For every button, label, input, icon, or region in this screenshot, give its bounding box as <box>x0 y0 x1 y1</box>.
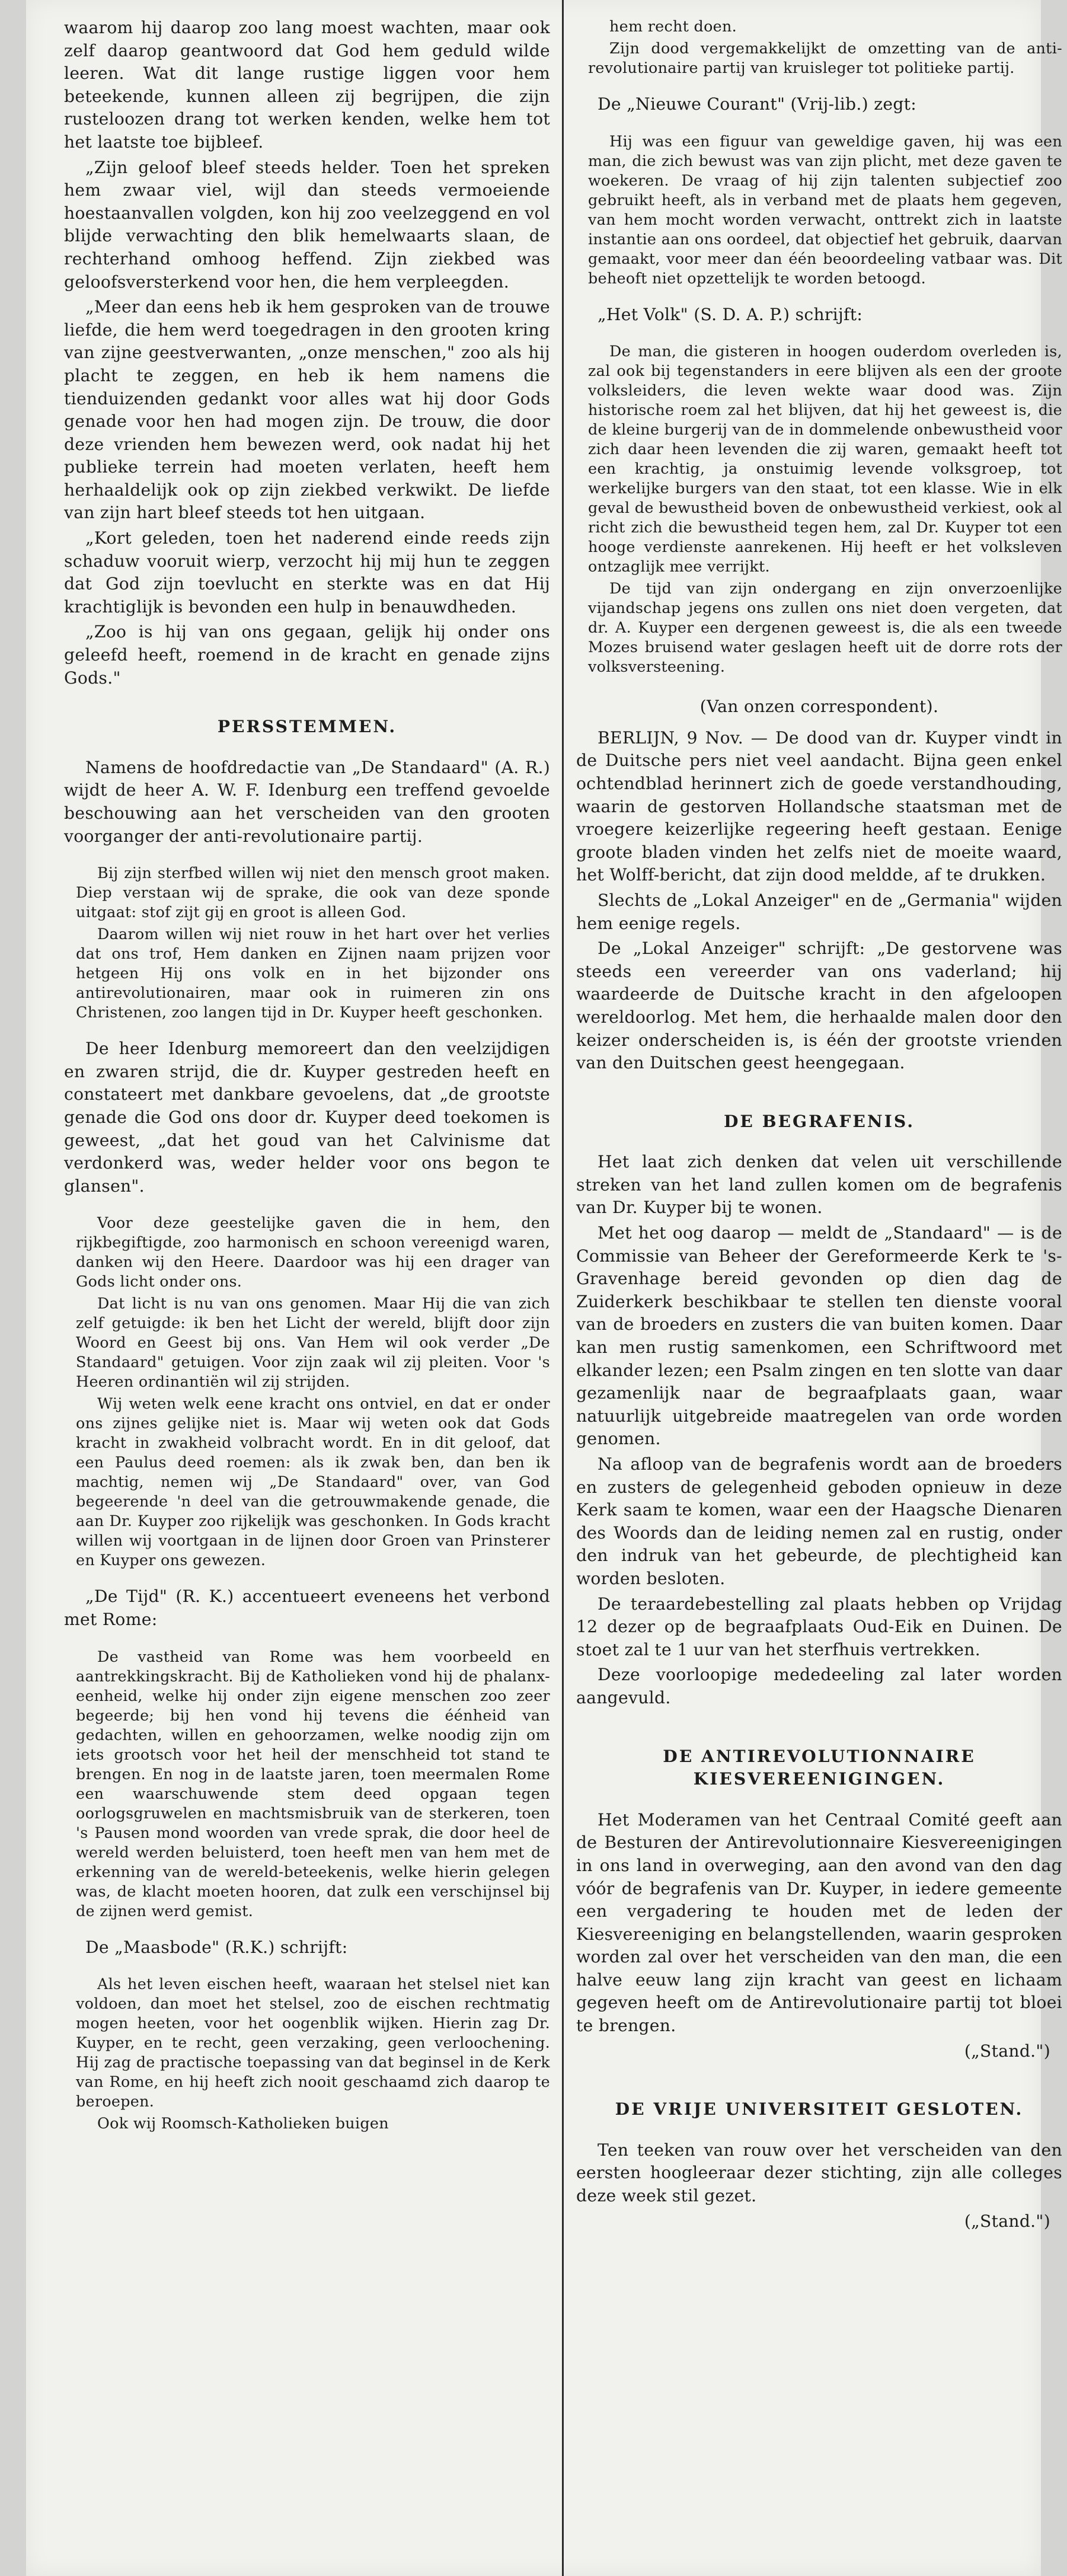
paragraph: De teraardebestelling zal plaats hebben op Vrijdag 12 dezer op de begraafplaats Oud-Eik en Duinen. De stoet zal te 1 uur van het sterfhuis vertrekken. <box>576 1594 1062 1659</box>
paragraph: Het Moderamen van het Centraal Comité geeft aan de Besturen der Antirevolutionnaire Kiesvereenigingen in ons land in overweging, aan den avond van den dag vóór de begrafenis van Dr. Kuyper, in iedere gemeente een vergadering te houden met de leden der Kiesvereeniging en belangstellenden, waarin gesproken worden zal over het verscheiden van den man, die een halve eeuw lang zijn kracht van geest en lichaam gegeven heeft om de Antirevolutionaire partij tot bloei te brengen. <box>576 1809 1062 2036</box>
left-column <box>64 17 550 2136</box>
quote-paragraph: De man, die gisteren in hoogen ouderdom overleden is, zal ook bij tegenstanders in eere blijven als een der groote volksleiders, die leven wekte waar dood was. Zijn historische roem zal het blijven, dat hij het geweest is, die de kleine burgerij van de in dommelende onbewustheid voor zich daar heen levenden die zij waren, gemaakt heeft tot een krachtig, ja onstuimig levende volksgroep, tot werkelijke burgers van den staat, tot een klasse. Wie in elk geval de bewustheid boven de onbewustheid verkiest, ook al richt zich die bewustheid tegen hem, zal Dr. Kuyper tot een hooge verdienste aanrekenen. Hij heeft er het volksleven ontzaglijk mee verrijkt. <box>588 342 1062 576</box>
quote-paragraph: Wij weten welk eene kracht ons ontviel, en dat er onder ons zijnes gelijke niet is. Maar wij weten ook dat Gods kracht in zwakheid volbracht wordt. En in dit geloof, dat een Paulus deed roemen: als ik zwak ben, dan ben ik machtig, nemen wij „De Standaard" over, van God begeerende 'n deel van die getrouwmakende genade, die aan Dr. Kuyper zoo rijkelijk was geschonken. In Gods kracht willen wij voortgaan in de lijnen door Groen van Prinsterer en Kuyper ons gewezen. <box>76 1394 550 1569</box>
quote-paragraph: hem recht doen. <box>609 17 737 35</box>
paragraph: De „Lokal Anzeiger" schrijft: „De gestorvene was steeds een vereerder van ons vaderland; hij waardeerde de Duitsche kracht in den afgeloopen wereldoorlog. Met hem, die herhaalde malen door den keizer onderscheiden is, is één der grootste vrienden van den Duitschen geest heengegaan. <box>576 939 1062 1073</box>
paragraph: De „Nieuwe Courant" (Vrij-lib.) zegt: <box>598 94 917 114</box>
quote-paragraph: De tijd van zijn ondergang en zijn onverzoenlijke vijandschap jegens ons zullen ons niet doen vergeten, dat dr. A. Kuyper een dergenen geweest is, die als een tweede Mozes bruisend water geslagen heeft uit de dorre rots der volksversteening. <box>588 579 1062 676</box>
paragraph: „Meer dan eens heb ik hem gesproken van de trouwe liefde, die hem werd toegedragen in den grooten kring van zijne geestverwanten, „onze menschen," zoo als hij placht te zeggen, en heb ik hem namens die tienduizenden gedankt voor alles wat hij door Gods genade voor hen had mogen zijn. De trouw, die door deze vrienden hem bewezen werd, ook nadat hij het publieke terrein had moeten verlaten, heeft hem herhaaldelijk ook op zijn ziekbed verkwikt. De liefde van zijn hart bleef steeds tot hen uitgaan. <box>64 297 550 523</box>
quote-paragraph: Als het leven eischen heeft, waaraan het stelsel niet kan voldoen, dan moet het stelsel, zoo de eischen rechtmatig mogen heeten, voor het oogenblik wijken. Hierin zag Dr. Kuyper, en te recht, geen verzaking, geen verloochening. Hij zag de practische toepassing van dat beginsel in de Kerk van Rome, en hij heeft zich nooit geschaamd zich daarop te beroepen. <box>76 1975 550 2111</box>
quote-paragraph: Daarom willen wij niet rouw in het hart over het verlies dat ons trof, Hem danken en Zijnen naam prijzen voor hetgeen Hij ons volk en in het bijzonder ons antirevolutionairen, maar ook in ruimeren zin ons Christenen, zoo langen tijd in Dr. Kuyper heeft geschonken. <box>76 925 550 1022</box>
paragraph: Het laat zich denken dat velen uit verschillende streken van het land zullen komen om de begrafenis van Dr. Kuyper bij te wonen. <box>576 1152 1062 1218</box>
section-heading-kiesvereenigingen: DE ANTIREVOLUTIONNAIRE KIESVEREENIGINGEN. <box>663 1746 976 1789</box>
paragraph: Met het oog daarop — meldt de „Standaard" — is de Commissie van Beheer der Gereformeerde Kerk te 's-Gravenhage bereid gevonden op dien dag de Zuiderkerk beschikbaar te stellen ten dienste vooral van de broeders en zusters die van buiten komen. Daar kan men rustig samenkomen, een Schriftwoord met elkander lezen; een Psalm zingen en ten slotte van daar gezamenlijk naar de begraafplaats gaan, waar natuurlijk uitgebreide maatregelen van orde worden genomen. <box>576 1223 1062 1449</box>
right-column <box>576 17 1062 2236</box>
paragraph: De heer Idenburg memoreert dan den veelzijdigen en zwaren strijd, die dr. Kuyper gestreden heeft en constateert met dankbare gevoelens, dat „de grootste genade die God ons door dr. Kuyper deed toekomen is geweest, „dat het goud van het Calvinisme dat verdonkerd was, weder helder voor ons begon te glansen". <box>64 1039 550 1196</box>
paragraph: „De Tijd" (R. K.) accentueert eveneens het verbond met Rome: <box>64 1587 550 1629</box>
quote-paragraph: Voor deze geestelijke gaven die in hem, den rijkbegiftigde, zoo harmonisch en schoon vereenigd waren, danken wij den Heere. Daardoor was hij een drager van Gods licht onder ons. <box>76 1214 550 1291</box>
paragraph: Ten teeken van rouw over het verscheiden van den eersten hoogleeraar dezer stichting, zijn alle colleges deze week stil gezet. <box>576 2140 1062 2206</box>
paragraph: waarom hij daarop zoo lang moest wachten, maar ook zelf daarop geantwoord dat God hem geduld wilde leeren. Wat dit lange rustige liggen voor hem beteekende, kunnen alleen zij begrijpen, die zijn rusteloozen drang tot werken kenden, welke hem tot het laatste toe bijbleef. <box>64 18 550 152</box>
section-heading-vrije-universiteit: DE VRIJE UNIVERSITEIT GESLOTEN. <box>615 2099 1024 2119</box>
section-heading-begrafenis: DE BEGRAFENIS. <box>723 1111 915 1131</box>
paragraph: BERLIJN, 9 Nov. — De dood van dr. Kuyper vindt in de Duitsche pers niet veel aandacht. Bijna geen enkel ochtendblad herinnert zich de goede verstandhouding, waarin de gestorven Hollandsche staatsman met de vroegere keizerlijke regeering heeft gestaan. Eenige groote bladen vinden het zelfs niet de moeite waard, het Wolff-bericht, dat zijn dood meldde, af te drukken. <box>576 727 1062 885</box>
paragraph: „Het Volk" (S. D. A. P.) schrijft: <box>598 304 863 324</box>
column-rule <box>562 0 564 2576</box>
quote-paragraph: Zijn dood vergemakkelijkt de omzetting van de anti-revolutionaire partij van kruisleger tot politieke partij. <box>588 39 1062 76</box>
quote-paragraph: Hij was een figuur van geweldige gaven, hij was een man, die zich bewust was van zijn plicht, met deze gaven te woekeren. De vraag of hij zijn talenten subjectief zoo gebruikt heeft, als in verband met de plaats hem gegeven, van hem mocht worden verwacht, onttrekt zich in laatste instantie aan ons oordeel, dat objectief het gebruik, daarvan gemaakt, voor meer dan één beoordeeling vatbaar was. Dit beheoft niet opzettelijk te worden betoogd. <box>588 132 1062 287</box>
section-heading-persstemmen: PERSSTEMMEN. <box>217 717 397 737</box>
correspondent-line: (Van onzen correspondent). <box>699 697 939 717</box>
paragraph: Slechts de „Lokal Anzeiger" en de „Germania" wijden hem eenige regels. <box>576 890 1062 933</box>
paragraph: Namens de hoofdredactie van „De Standaard" (A. R.) wijdt de heer A. W. F. Idenburg een treffend gevoelde beschouwing aan het verscheiden van den grooten voorganger der anti-revolutionaire partij. <box>64 757 550 846</box>
paragraph: „Kort geleden, toen het naderend einde reeds zijn schaduw vooruit wierp, verzocht hij mij hun te zeggen dat God zijn toevlucht en sterkte was en dat Hij krachtiglijk is bevonden een hulp in benauwdheden. <box>64 528 550 617</box>
newspaper-page <box>26 0 1062 2576</box>
paragraph: Deze voorloopige mededeeling zal later worden aangevuld. <box>576 1665 1062 1707</box>
source-note: („Stand.") <box>964 2041 1050 2061</box>
quote-paragraph: Ook wij Roomsch-Katholieken buigen <box>97 2114 389 2133</box>
paragraph: „Zoo is hij van ons gegaan, gelijk hij onder ons geleefd heeft, roemend in de kracht en genade zijns Gods." <box>64 622 550 688</box>
quote-paragraph: Dat licht is nu van ons genomen. Maar Hij die van zich zelf getuigde: ik ben het Licht der wereld, blijft door zijn Woord en Geest bij ons. Van Hem wil ook verder „De Standaard" getuigen. Voor zijn zaak wil zij pleiten. Voor 's Heeren ordinantiën wil zij strijden. <box>76 1294 550 1391</box>
quote-paragraph: De vastheid van Rome was hem voorbeeld en aantrekkingskracht. Bij de Katholieken vond hij de phalanx-eenheid, welke hij onder zijn eigene menschen zoo zeer begeerde; bij hen vond hij tevens die éénheid van gedachten, willen en gehoorzamen, welke noodig zijn om iets grootsch voor het heil der menschheid tot stand te brengen. En nog in de laatste jaren, toen meermalen Rome een waarschuwende stem deed opgaan tegen oorlogsgruwelen en machtsmisbruik van de sterkeren, toen 's Pausen mond woorden van vrede sprak, die door heel de wereld werden beluisterd, toen heeft men van hem met de erkenning van de wereld-beteekenis, welke hierin gelegen was, de klacht moeten hooren, dat zulk een verschijnsel bij de zijnen werd gemist. <box>76 1647 550 1920</box>
paragraph: De „Maasbode" (R.K.) schrijft: <box>85 1937 348 1957</box>
paragraph: Na afloop van de begrafenis wordt aan de broeders en zusters de gelegenheid geboden opnieuw in deze Kerk saam te komen, waar een der Haagsche Dienaren des Woords dan de leiding nemen zal en rustig, onder den indruk van het gebeurde, de plechtigheid kan worden besloten. <box>576 1454 1062 1588</box>
source-note: („Stand.") <box>964 2211 1050 2231</box>
quote-paragraph: Bij zijn sterfbed willen wij niet den mensch groot maken. Diep verstaan wij de sprake, die ook van deze sponde uitgaat: stof zijt gij en groot is alleen God. <box>76 864 550 921</box>
paragraph: „Zijn geloof bleef steeds helder. Toen het spreken hem zwaar viel, wijl dan steeds vermoeiende hoestaanvallen volgden, kon hij zoo veelzeggend en vol blijde verwachting den blik hemelwaarts slaan, de rechterhand omhoog heffend. Zijn ziekbed was geloofsversterkend voor hen, die hem verpleegden. <box>64 157 550 292</box>
